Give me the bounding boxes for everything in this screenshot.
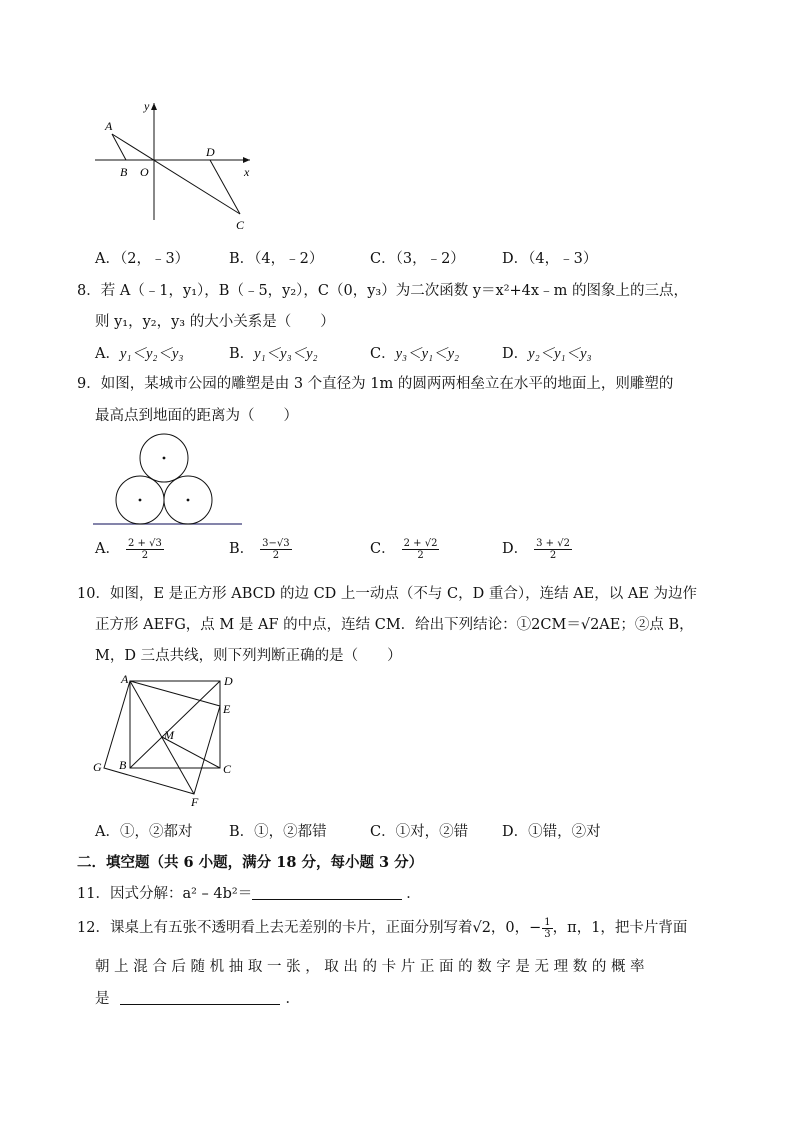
q9-option-d: D． $\frac{3 + √2}{2}$	[502, 537, 570, 561]
label-x: x	[244, 165, 250, 179]
q8-option-c: C．y₃＜y₁＜y₂	[370, 346, 460, 362]
q8-line2: 则 y₁，y₂，y₃ 的大小关系是（ ）	[95, 314, 335, 330]
label-F: F	[191, 795, 199, 809]
q9-option-c: C． $\frac{2 + √2}{2}$	[370, 537, 438, 561]
label-D: D	[206, 145, 215, 159]
q8-line1: 8．若 A（﹣1，y₁），B（﹣5，y₂），C（0，y₃）为二次函数 y＝x²+4x﹣m 的图象上的三点，	[77, 283, 688, 299]
q12-answer-blank[interactable]	[120, 990, 280, 1005]
label-A: A	[121, 672, 129, 686]
q11-answer-blank[interactable]	[252, 885, 402, 900]
q9-option-b: B． $\frac{3-√3}{2}$	[229, 537, 290, 561]
q10-line3: M，D 三点共线，则下列判断正确的是（ ）	[95, 648, 402, 664]
q12-line3: 是 ．	[95, 991, 300, 1007]
q10-square-figure	[88, 668, 248, 810]
label-M: M	[164, 728, 174, 742]
q11: 11．因式分解：a² – 4b²＝ ．	[77, 886, 421, 902]
q9-option-a: A． $\frac{2 + √3}{2}$	[95, 537, 162, 561]
label-y: y	[144, 99, 150, 113]
q8-option-d: D．y₂＜y₁＜y₃	[502, 346, 592, 362]
label-B: B	[120, 165, 128, 179]
q8-option-b: B．y₁＜y₃＜y₂	[229, 346, 318, 362]
q10-option-b: B．①，②都错	[229, 824, 327, 840]
label-D: D	[224, 674, 233, 688]
section-fill-in-title: 二．填空题（共 6 小题，满分 18 分，每小题 3 分）	[77, 854, 424, 871]
q10-option-d: D．①错，②对	[502, 824, 601, 840]
x-axis-arrow	[243, 157, 250, 163]
label-C: C	[236, 218, 245, 232]
q10-option-a: A．①，②都对	[95, 824, 193, 840]
label-O: O	[140, 165, 149, 179]
label-G: G	[93, 760, 102, 774]
q9-circles-figure	[90, 428, 245, 528]
q10-option-c: C．①对，②错	[370, 824, 469, 840]
q9-line1: 9．如图，某城市公园的雕塑是由 3 个直径为 1m 的圆两两相垒立在水平的地面上，则雕塑的	[77, 376, 674, 392]
label-C: C	[223, 762, 232, 776]
q7-option-c: C．（3，﹣2）	[370, 251, 465, 267]
q8-option-a: A．y₁＜y₂＜y₃	[95, 346, 184, 362]
q12-line2: 朝 上 混 合 后 随 机 抽 取 一 张 ， 取 出 的 卡 片 正 面 的 数 字 是 无 理 数 的 概 率	[95, 959, 645, 975]
label-E: E	[223, 702, 231, 716]
q7-option-d: D．（4，﹣3）	[502, 251, 598, 267]
label-B: B	[119, 758, 127, 772]
y-axis-arrow	[151, 103, 157, 110]
q7-coordinate-figure	[90, 98, 260, 236]
label-A: A	[105, 119, 113, 133]
q12-line1: 12．课桌上有五张不透明看上去无差别的卡片，正面分别写着√2，0，− $\frac{1}{3}$ ，π，1，把卡片背面	[77, 916, 688, 940]
q9-line2: 最高点到地面的距离为（ ）	[95, 408, 298, 424]
q10-line1: 10．如图，E 是正方形 ABCD 的边 CD 上一动点（不与 C，D 重合），连结 AE，以 AE 为边作	[77, 586, 698, 602]
q7-option-b: B．（4，﹣2）	[229, 251, 324, 267]
q7-option-a: A．（2，﹣3）	[95, 251, 190, 267]
q10-line2: 正方形 AEFG，点 M 是 AF 的中点，连结 CM．给出下列结论：①2CM＝√2AE；②点 B，	[95, 617, 694, 633]
